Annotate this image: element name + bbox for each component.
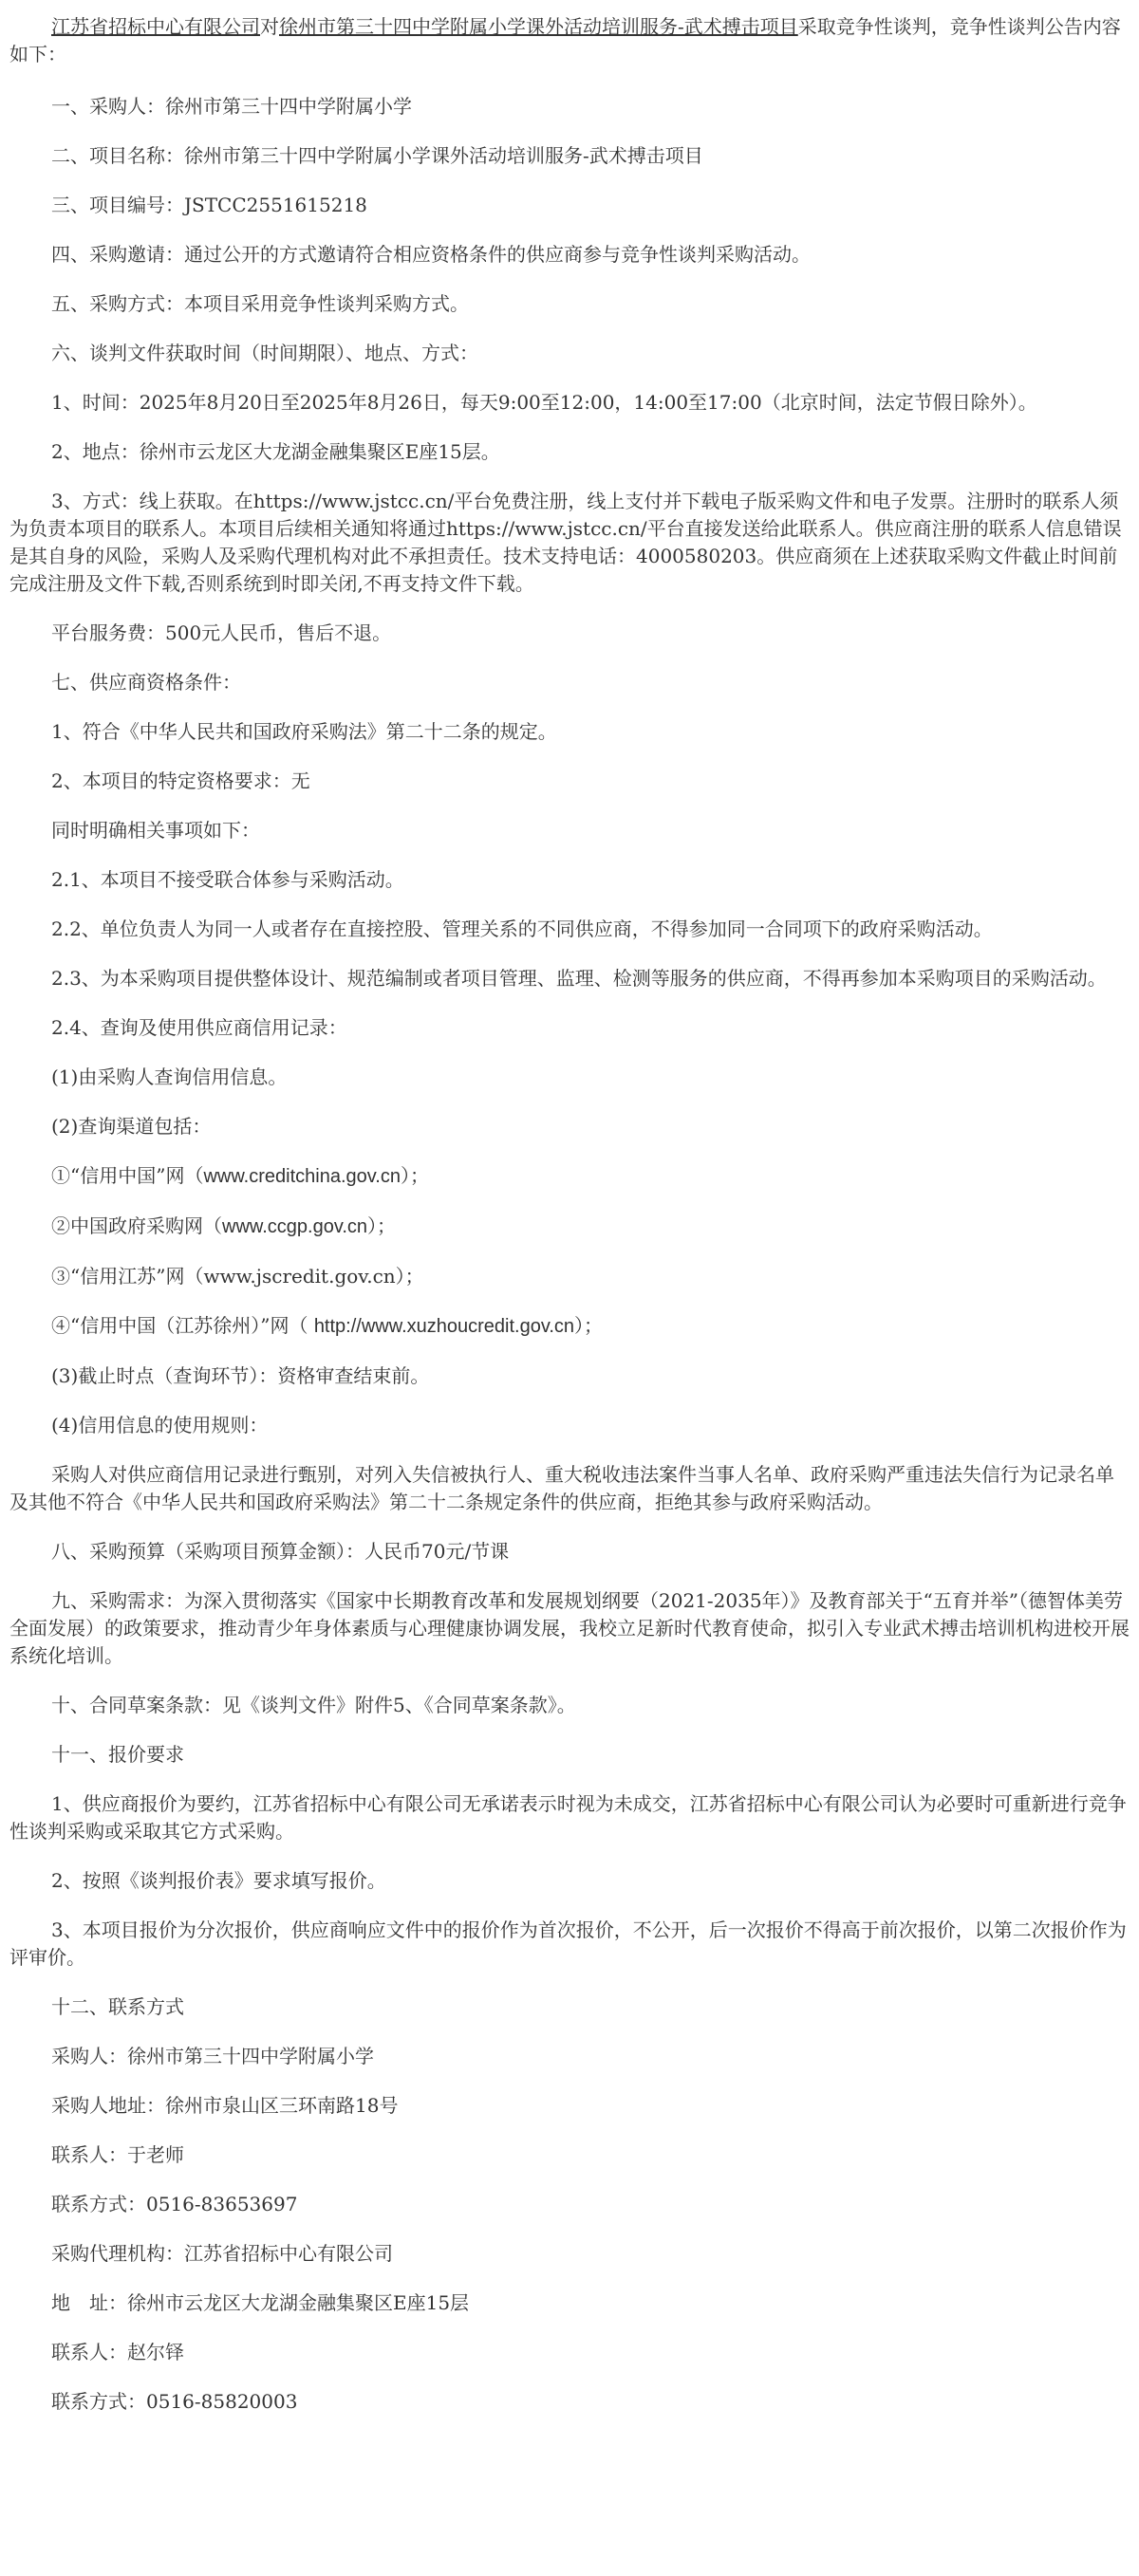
contact-purchaser-address: 采购人地址：徐州市泉山区三环南路18号 [51, 2094, 399, 2117]
qualification-note: 同时明确相关事项如下： [51, 819, 260, 842]
credit-query-3: (3)截止时点（查询环节）：资格审查结束前。 [51, 1364, 430, 1387]
qualification-1: 1、符合《中华人民共和国政府采购法》第二十二条的规定。 [51, 720, 557, 743]
project-link[interactable]: 徐州市第三十四中学附属小学课外活动培训服务-武术搏击项目 [279, 15, 798, 38]
xuzhoucredit-url: http://www.xuzhoucredit.gov.cn [313, 1316, 575, 1337]
intro-tail: 采取竞争性谈判，竞争性谈判公告内容如下： [9, 15, 1121, 65]
contact-agency-person: 联系人：赵尔铎 [51, 2341, 184, 2363]
ccgp-url: www.ccgp.gov.cn [222, 1216, 368, 1237]
platform-fee: 平台服务费：500元人民币，售后不退。 [51, 621, 392, 644]
section-invitation: 四、采购邀请：通过公开的方式邀请符合相应资格条件的供应商参与竞争性谈判采购活动。 [51, 243, 811, 266]
section-purchaser: 一、采购人：徐州市第三十四中学附属小学 [51, 95, 412, 118]
qualification-2-2: 2.2、单位负责人为同一人或者存在直接控股、管理关系的不同供应商，不得参加同一合同项下的政府采购活动。 [51, 917, 993, 940]
credit-usage-rule: 采购人对供应商信用记录进行甄别，对列入失信被执行人、重大税收违法案件当事人名单、政府采购严重违法失信行为记录名单及其他不符合《中华人民共和国政府采购法》第二十二条规定条件的供应商，拒绝其参与政府采购活动。 [9, 1463, 1114, 1513]
acquisition-place: 2、地点：徐州市云龙区大龙湖金融集聚区E座15层。 [51, 440, 500, 463]
quotation-3: 3、本项目报价为分次报价，供应商响应文件中的报价作为首次报价，不公开，后一次报价不得高于前次报价，以第二次报价作为评审价。 [9, 1918, 1127, 1969]
credit-channel-3: ③“信用江苏”网（www.jscredit.gov.cn）； [51, 1265, 424, 1288]
section-document-acquisition: 六、谈判文件获取时间（时间期限）、地点、方式： [51, 342, 478, 364]
credit-query-1: (1)由采购人查询信用信息。 [51, 1066, 288, 1088]
contact-purchaser-person: 联系人：于老师 [51, 2143, 184, 2166]
creditchina-url: www.creditchina.gov.cn [203, 1166, 401, 1187]
agency-link[interactable]: 江苏省招标中心有限公司 [51, 15, 260, 38]
contact-purchaser: 采购人：徐州市第三十四中学附属小学 [51, 2045, 374, 2067]
intro-paragraph [9, 13, 1130, 68]
section-contact: 十二、联系方式 [51, 1995, 184, 2018]
section-quotation: 十一、报价要求 [51, 1743, 184, 1766]
acquisition-method: 3、方式：线上获取。在https://www.jstcc.cn/平台免费注册，线上支付并下载电子版采购文件和电子发票。注册时的联系人须为负责本项目的联系人。本项目后续相关通知将通过https://www.jstcc.cn/平台直接发送给此联系人。供应商注册的联系人信息错误是其自身的风险，采购人及采购代理机构对此不承担责任。技术支持电话：4000580203。供应商须在上述获取采购文件截止时间前完成注册及文件下载,否则系统到时即关闭,不再支持文件下载。 [9, 490, 1122, 595]
section-method: 五、采购方式：本项目采用竞争性谈判采购方式。 [51, 292, 469, 315]
quotation-2: 2、按照《谈判报价表》要求填写报价。 [51, 1869, 386, 1892]
section-contract-terms: 十、合同草案条款：见《谈判文件》附件5、《合同草案条款》。 [51, 1694, 576, 1716]
section-requirements: 九、采购需求：为深入贯彻落实《国家中长期教育改革和发展规划纲要（2021-2035年）》及教育部关于“五育并举”（德智体美劳全面发展）的政策要求，推动青少年身体素质与心理健康协调发展，我校立足新时代教育使命，拟引入专业武术搏击培训机构进校开展系统化培训。 [9, 1589, 1130, 1667]
credit-channel-1: ①“信用中国”网（www.creditchina.gov.cn）； [51, 1164, 429, 1187]
contact-agency-phone: 联系方式：0516-85820003 [51, 2390, 298, 2413]
credit-channel-2: ②中国政府采购网（www.ccgp.gov.cn）； [51, 1214, 397, 1237]
credit-query-4: (4)信用信息的使用规则： [51, 1414, 269, 1436]
credit-channel-4: ④“信用中国（江苏徐州）”网（ http://www.xuzhoucredit.gov.cn）； [51, 1314, 604, 1337]
section-project-name: 二、项目名称：徐州市第三十四中学附属小学课外活动培训服务-武术搏击项目 [51, 144, 703, 167]
qualification-2-4: 2.4、查询及使用供应商信用记录： [51, 1016, 347, 1039]
quotation-1: 1、供应商报价为要约，江苏省招标中心有限公司无承诺表示时视为未成交，江苏省招标中心有限公司认为必要时可重新进行竞争性谈判采购或采取其它方式采购。 [9, 1792, 1127, 1843]
contact-agency: 采购代理机构：江苏省招标中心有限公司 [51, 2242, 393, 2265]
credit-query-2: (2)查询渠道包括： [51, 1115, 212, 1138]
section-project-number: 三、项目编号：JSTCC2551615218 [51, 194, 367, 216]
contact-purchaser-phone: 联系方式：0516-83653697 [51, 2193, 298, 2215]
intro-connector: 对 [260, 15, 279, 38]
section-budget: 八、采购预算（采购项目预算金额）：人民币70元/节课 [51, 1540, 510, 1563]
section-qualification: 七、供应商资格条件： [51, 671, 241, 694]
qualification-2-3: 2.3、为本采购项目提供整体设计、规范编制或者项目管理、监理、检测等服务的供应商，不得再参加本采购项目的采购活动。 [51, 967, 1107, 990]
qualification-2: 2、本项目的特定资格要求：无 [51, 769, 310, 792]
contact-agency-address: 地 址：徐州市云龙区大龙湖金融集聚区E座15层 [51, 2291, 470, 2314]
qualification-2-1: 2.1、本项目不接受联合体参与采购活动。 [51, 868, 404, 891]
acquisition-time: 1、时间：2025年8月20日至2025年8月26日，每天9:00至12:00，14:00至17:00（北京时间，法定节假日除外）。 [51, 391, 1037, 414]
